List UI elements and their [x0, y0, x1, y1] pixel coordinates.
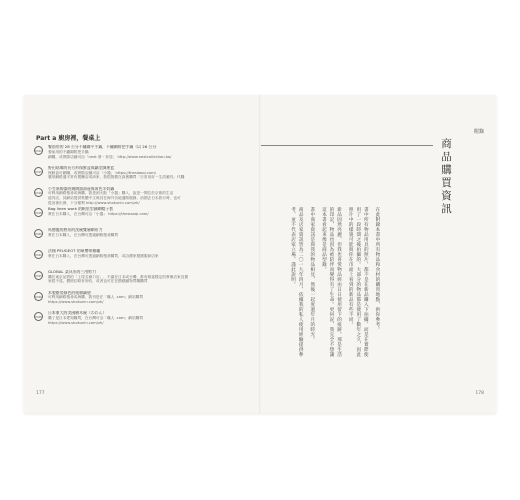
- entry-detail-line: 餐前用的不鏽鋼附把手鍋: [48, 149, 89, 154]
- page-ref-badge: P.028: [34, 312, 43, 321]
- entry-item-name: Bag linen work 的帆堅型鑄網帽子套: [48, 207, 114, 212]
- entry-item-name: 日本東大的美國樹木碗（わわん）: [48, 311, 107, 316]
- entry-item-name: GLOBAL 菜具系的三用剪刀: [48, 269, 96, 274]
- body-paragraph: 在此附錄本書中所有物品和食材的購買地點，供你參考。: [374, 207, 380, 332]
- entry-detail-line: 從這裡出發，十分便利 http://www.shokunin.com/zh/: [48, 200, 140, 205]
- entry-detail-line: 網購，或實際店鋪可洽「next 發・家居」 http://www.nextcollection.tw/: [48, 154, 172, 159]
- list-item: [34, 291, 256, 312]
- entry-text: [48, 311, 253, 325]
- body-paragraph: 商品及店家資訊皆為二〇一九年四月，依據我的私人使用經驗提供參考，並不代表店家立場，謹此說明。: [290, 207, 304, 357]
- list-item: [34, 187, 256, 208]
- left-page-number: 177: [36, 391, 45, 396]
- entry-text: [48, 187, 253, 206]
- list-item: [34, 207, 256, 228]
- right-page-number: 178: [475, 391, 484, 396]
- entry-text: [48, 270, 253, 284]
- entry-item-name: 馬德龍的熟布的洗碗雙層網布刀: [48, 228, 103, 233]
- entry-text: [48, 207, 253, 217]
- body-text: [285, 207, 381, 357]
- page-ref-badge: P.020: [34, 229, 43, 238]
- chapter-title: 商品購買資訊: [440, 138, 452, 216]
- entry-list: [34, 145, 256, 332]
- entry-item-name: 法國 PEUGEOT 的研磨胡椒罐: [48, 248, 101, 253]
- list-item: [34, 145, 256, 166]
- heading-rule: [261, 145, 433, 146]
- page-ref-badge: P.016: [34, 188, 43, 197]
- entry-detail-line: 實在日本購入，在台灣可洽「小器」 https://thesiaoqi.com/: [48, 212, 149, 217]
- entry-text: [48, 249, 253, 259]
- body-paragraph: 書中所有物品用具的照片，都不是在新品購入下拍攝，而是在實際使用了一段時間之後拍攝的。大部分的物品都是使用了數年之久，因此照片中的樣貌可能與你在市面上看到的新品有些不同。: [348, 207, 369, 357]
- entry-detail-line: 購了是日本愛知購買，在台灣可洽「職人 .com」網站購買: [48, 316, 144, 321]
- page-ref-badge: P.025: [34, 271, 43, 280]
- entry-text: [48, 228, 253, 238]
- body-paragraph: 新品固然亮麗，但我也喜愛物品經由日日使用留下的痕跡。那是生活的印記，物品也因為被陪伴而變得有了生命。更何況，我完全不想讓這本書看起來像是商品型錄。: [321, 207, 342, 357]
- entry-detail-line: 可利用網路搜尋或海購，我是到大阪「小器」購入，說是一間位於京都的生活: [48, 191, 174, 196]
- body-paragraph: 書中商家資訊是與我的物品相見，然後一起度過年月的時光。: [309, 207, 315, 342]
- left-page: [24, 95, 259, 413]
- entry-detail-line: 家經不遠，價格位略有所收，或者也可在在國藝鐵物買購購買: [48, 279, 148, 284]
- list-item: [34, 166, 256, 187]
- entry-detail-line: 廣形網路通平常有賣麵店或商家，我很推薦在資裏購買「日常用好一生清澈具」代購: [48, 175, 185, 180]
- list-item: [34, 249, 256, 270]
- page-ref-badge: P.021: [34, 250, 43, 259]
- entry-detail-line: https://www.shokunin.com/zh/: [48, 320, 104, 325]
- entry-text: [48, 166, 253, 180]
- entry-text: [48, 291, 253, 305]
- page-ref-badge: P.015: [34, 167, 43, 176]
- entry-detail-line: 可利用網路搜尋或海購，我刊是在「職人 .com」網站購買: [48, 295, 144, 300]
- list-item: [34, 311, 256, 332]
- entry-text: [48, 145, 253, 159]
- entry-item-name: 小笠原陶器的燒陶器湯壺與黃色羊奶鍋: [48, 186, 115, 191]
- page-ref-badge: P.012: [34, 146, 43, 155]
- entry-detail-line: 實在日本購入，在台灣可透過網路搜尋購買: [48, 232, 119, 237]
- book-spread: [24, 95, 496, 413]
- appendix-label: 附錄: [473, 129, 484, 135]
- part-title: Part a 廚房裡，餐桌上: [36, 135, 101, 142]
- entry-item-name: 野田琺瑯的長方形保鮮盒與鍋型調理盆: [48, 165, 115, 170]
- entry-detail-line: 實在日本購入，在台灣可透過網路搜尋購買，或洽國家製國服商店家: [48, 253, 159, 258]
- page-ref-badge: P.026: [34, 292, 43, 301]
- entry-item-name: 木製廚房綠色的純棉鍋墊: [48, 290, 91, 295]
- entry-detail-line: 保鮮盒可網購，或實際店鋪可洽「小器」 https://thesiaoqi.com/: [48, 170, 156, 175]
- entry-detail-line: https://www.shokunin.com/zh/: [48, 300, 104, 305]
- right-page: [261, 95, 496, 413]
- entry-detail-line: 道具店，其網站提供集體中文與其在海外各地通路服務，前期去日本旅行時，也可: [48, 196, 181, 201]
- page-ref-badge: P.018: [34, 208, 43, 217]
- list-item: [34, 270, 256, 291]
- entry-item-name: 餐前用的 28 公分不鏽鋼平手鍋，不鏽鋼附把手鍋（以 26 公分: [48, 145, 157, 149]
- entry-detail-line: 購於東京品質的「上尾名寮刀店」，不讓在日本或台灣，都有相當穩定的實像店家及賣: [48, 274, 189, 279]
- list-item: [34, 228, 256, 249]
